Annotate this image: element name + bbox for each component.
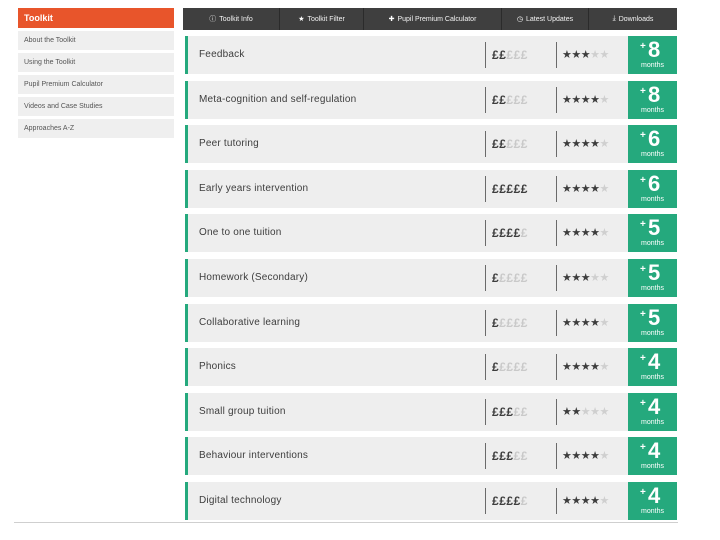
impact-badge (628, 437, 677, 475)
evidence-rating (562, 437, 609, 475)
impact-plus: + (640, 263, 646, 275)
cost-rating (492, 437, 528, 475)
pound-icon: £ (513, 92, 521, 107)
evidence-rating (562, 81, 609, 119)
star-icon: ★ (580, 494, 591, 507)
pound-icon: £ (499, 360, 507, 375)
pound-icon: £ (513, 493, 521, 508)
cost-rating (492, 125, 528, 163)
star-icon: ★ (562, 182, 572, 195)
evidence-rating (562, 393, 609, 431)
pound-icon: £ (513, 137, 521, 152)
impact-unit: months (641, 195, 664, 203)
star-icon: ★ (562, 271, 572, 284)
star-icon: ★ (562, 138, 572, 151)
star-icon: ★ (590, 361, 600, 374)
pound-icon: £ (506, 226, 514, 241)
cost-rating (492, 214, 528, 252)
impact-badge (628, 304, 677, 342)
impact-badge (628, 170, 677, 208)
sidebar-item-videos[interactable]: Videos and Case Studies (18, 97, 174, 116)
star-icon: ★ (599, 182, 609, 195)
star-icon: ★ (571, 316, 581, 329)
star-icon: ★ (580, 93, 591, 106)
divider (485, 399, 486, 425)
cost-rating (492, 304, 528, 342)
cost-rating (492, 170, 528, 208)
tab-toolkit-filter[interactable] (279, 8, 363, 30)
pound-icon: £ (506, 449, 514, 464)
divider (485, 443, 486, 469)
pound-icon: £ (506, 92, 514, 107)
pound-icon: £ (499, 315, 507, 330)
evidence-rating (562, 170, 609, 208)
sidebar-title[interactable]: Toolkit (18, 8, 174, 28)
evidence-rating (562, 125, 609, 163)
star-icon: ★ (599, 138, 609, 151)
impact-unit: months (641, 463, 664, 471)
divider (485, 176, 486, 202)
star-icon: ★ (599, 93, 609, 106)
impact-badge (628, 125, 677, 163)
pound-icon: £ (520, 315, 528, 330)
divider (556, 42, 557, 68)
star-icon: ★ (580, 182, 591, 195)
approach-row[interactable] (185, 304, 677, 342)
impact-plus: + (640, 397, 646, 409)
star-icon: ★ (580, 138, 591, 151)
tab-label: Toolkit Filter (307, 15, 345, 23)
star-icon: ★ (571, 450, 581, 463)
tab-downloads[interactable] (588, 8, 677, 30)
impact-badge (628, 348, 677, 386)
impact-badge (628, 482, 677, 520)
divider (485, 42, 486, 68)
star-icon: ★ (562, 227, 572, 240)
star-icon: ★ (571, 361, 581, 374)
pound-icon: £ (492, 226, 500, 241)
star-icon: ★ (599, 316, 609, 329)
star-icon: ★ (599, 227, 609, 240)
approach-row[interactable] (185, 36, 677, 74)
divider (485, 87, 486, 113)
impact-plus: + (640, 41, 646, 52)
pound-icon: £ (513, 360, 521, 375)
impact-months-value: 8 (648, 81, 661, 107)
impact-unit: months (641, 151, 664, 159)
pound-icon: £ (492, 493, 500, 508)
star-icon: ★ (571, 49, 581, 61)
tab-label: Pupil Premium Calculator (397, 15, 477, 23)
impact-unit: months (641, 418, 664, 426)
star-icon: ★ (562, 93, 572, 106)
approach-name: Peer tutoring (199, 138, 259, 150)
approach-row[interactable] (185, 81, 677, 119)
sidebar-item-approaches[interactable]: Approaches A-Z (18, 119, 174, 138)
pound-icon: £ (499, 226, 507, 241)
star-icon: ★ (571, 93, 581, 106)
pound-icon: £ (492, 404, 500, 419)
evidence-rating (562, 214, 609, 252)
approach-row[interactable] (185, 348, 677, 386)
impact-badge (628, 393, 677, 431)
approach-name: One to one tuition (199, 227, 282, 239)
sidebar-item-calculator[interactable]: Pupil Premium Calculator (18, 75, 174, 94)
pound-icon: £ (499, 92, 507, 107)
pound-icon: £ (520, 48, 528, 62)
impact-months-value: 5 (648, 259, 661, 285)
impact-months-value: 4 (648, 482, 661, 508)
star-icon: ★ (562, 450, 572, 463)
pound-icon: £ (520, 92, 528, 107)
impact-plus: + (640, 130, 646, 142)
pound-icon: £ (492, 137, 500, 152)
approach-row[interactable] (185, 393, 677, 431)
impact-plus: + (640, 442, 646, 454)
star-icon: ★ (571, 494, 581, 507)
evidence-rating (562, 304, 609, 342)
star-icon: ★ (571, 405, 581, 418)
pound-icon: £ (492, 92, 500, 107)
evidence-rating (562, 482, 609, 520)
star-icon: ★ (298, 16, 305, 23)
star-icon: ★ (571, 138, 581, 151)
cost-rating (492, 36, 528, 74)
impact-months-value: 4 (648, 349, 661, 375)
approach-name: Collaborative learning (199, 316, 301, 328)
pound-icon: £ (506, 181, 514, 196)
pound-icon: £ (492, 270, 500, 285)
pound-icon: £ (513, 449, 521, 464)
star-icon: ★ (590, 450, 600, 463)
pound-icon: £ (492, 48, 500, 62)
tab-label: Downloads (618, 15, 654, 23)
divider (556, 220, 557, 246)
star-icon: ★ (580, 316, 591, 329)
divider (556, 131, 557, 157)
approach-row[interactable] (185, 259, 677, 297)
divider (14, 522, 678, 523)
approach-name: Homework (Secondary) (199, 271, 309, 283)
evidence-rating (562, 259, 609, 297)
impact-unit: months (641, 284, 664, 292)
impact-months-value: 8 (648, 37, 661, 62)
pound-icon: £ (506, 48, 514, 62)
evidence-rating (562, 348, 609, 386)
calculator-icon: ✚ (388, 16, 395, 23)
pound-icon: £ (520, 270, 528, 285)
info-icon: ⓘ (209, 16, 217, 23)
divider (485, 131, 486, 157)
star-icon: ★ (599, 405, 609, 418)
divider (556, 265, 557, 291)
pound-icon: £ (506, 315, 514, 330)
pound-icon: £ (499, 270, 507, 285)
evidence-rating (562, 36, 609, 74)
star-icon: ★ (590, 316, 600, 329)
approach-row[interactable] (185, 437, 677, 475)
pound-icon: £ (513, 226, 521, 241)
divider (556, 87, 557, 113)
impact-badge (628, 36, 677, 74)
top-nav (183, 8, 677, 30)
pound-icon: £ (513, 315, 521, 330)
star-icon: ★ (599, 450, 609, 463)
pound-icon: £ (499, 48, 507, 62)
impact-plus: + (640, 174, 646, 186)
star-icon: ★ (562, 405, 572, 418)
star-icon: ★ (590, 271, 600, 284)
cost-rating (492, 393, 528, 431)
pound-icon: £ (506, 404, 514, 419)
sidebar-item-about[interactable]: About the Toolkit (18, 31, 174, 50)
impact-months-value: 6 (648, 126, 661, 152)
pound-icon: £ (492, 315, 500, 330)
star-icon: ★ (580, 271, 591, 284)
approach-name: Feedback (199, 49, 245, 60)
star-icon: ★ (571, 182, 581, 195)
impact-plus: + (640, 486, 646, 498)
pound-icon: £ (506, 137, 514, 152)
impact-plus: + (640, 85, 646, 97)
pound-icon: £ (499, 404, 507, 419)
divider (556, 354, 557, 380)
sidebar-item-using[interactable]: Using the Toolkit (18, 53, 174, 72)
star-icon: ★ (590, 93, 600, 106)
pound-icon: £ (492, 360, 500, 375)
sidebar (18, 8, 174, 138)
impact-badge (628, 214, 677, 252)
star-icon: ★ (562, 49, 572, 61)
impact-unit: months (641, 374, 664, 382)
divider (556, 443, 557, 469)
pound-icon: £ (520, 493, 528, 508)
star-icon: ★ (562, 361, 572, 374)
approach-name: Small group tuition (199, 405, 286, 417)
divider (485, 220, 486, 246)
divider (556, 399, 557, 425)
pound-icon: £ (513, 181, 521, 196)
impact-months-value: 4 (648, 438, 661, 464)
approach-list (185, 36, 677, 527)
impact-plus: + (640, 308, 646, 320)
star-icon: ★ (590, 182, 600, 195)
star-icon: ★ (580, 49, 591, 61)
pound-icon: £ (492, 181, 500, 196)
star-icon: ★ (580, 361, 591, 374)
star-icon: ★ (590, 138, 600, 151)
divider (556, 310, 557, 336)
pound-icon: £ (492, 449, 500, 464)
pound-icon: £ (506, 270, 514, 285)
clock-icon: ◷ (516, 16, 523, 23)
tab-label: Latest Updates (526, 15, 574, 23)
impact-unit: months (641, 106, 664, 114)
pound-icon: £ (513, 270, 521, 285)
impact-unit: months (641, 62, 664, 69)
star-icon: ★ (580, 405, 591, 418)
impact-months-value: 5 (648, 304, 661, 330)
star-icon: ★ (590, 49, 600, 61)
download-icon: ⤓ (612, 15, 616, 22)
pound-icon: £ (499, 137, 507, 152)
pound-icon: £ (499, 181, 507, 196)
approach-name: Phonics (199, 361, 236, 373)
pound-icon: £ (520, 404, 528, 419)
star-icon: ★ (580, 450, 591, 463)
pound-icon: £ (513, 48, 521, 62)
tab-label: Toolkit Info (219, 15, 253, 23)
approach-row[interactable] (185, 214, 677, 252)
approach-row[interactable] (185, 482, 677, 520)
star-icon: ★ (571, 227, 581, 240)
pound-icon: £ (520, 226, 528, 241)
impact-months-value: 5 (648, 215, 661, 241)
approach-row[interactable] (185, 125, 677, 163)
tab-toolkit-info[interactable] (183, 8, 279, 30)
pound-icon: £ (506, 493, 514, 508)
star-icon: ★ (562, 494, 572, 507)
tab-latest-updates[interactable] (501, 8, 588, 30)
star-icon: ★ (571, 271, 581, 284)
pound-icon: £ (520, 137, 528, 152)
impact-badge (628, 81, 677, 119)
impact-plus: + (640, 353, 646, 365)
impact-badge (628, 259, 677, 297)
divider (556, 488, 557, 514)
pound-icon: £ (520, 181, 528, 196)
divider (485, 354, 486, 380)
pound-icon: £ (499, 493, 507, 508)
impact-unit: months (641, 329, 664, 337)
pound-icon: £ (499, 449, 507, 464)
star-icon: ★ (580, 227, 591, 240)
approach-row[interactable] (185, 170, 677, 208)
pound-icon: £ (513, 404, 521, 419)
divider (485, 488, 486, 514)
impact-unit: months (641, 240, 664, 248)
approach-name: Behaviour interventions (199, 450, 309, 462)
impact-unit: months (641, 507, 664, 515)
divider (556, 176, 557, 202)
tab-pupil-premium-calculator[interactable] (363, 8, 501, 30)
pound-icon: £ (520, 449, 528, 464)
impact-months-value: 6 (648, 170, 661, 196)
cost-rating (492, 482, 528, 520)
star-icon: ★ (590, 405, 600, 418)
star-icon: ★ (599, 494, 609, 507)
star-icon: ★ (599, 49, 609, 61)
pound-icon: £ (506, 360, 514, 375)
cost-rating (492, 348, 528, 386)
divider (485, 310, 486, 336)
divider (485, 265, 486, 291)
star-icon: ★ (590, 494, 600, 507)
approach-name: Early years intervention (199, 182, 309, 194)
cost-rating (492, 81, 528, 119)
star-icon: ★ (599, 271, 609, 284)
star-icon: ★ (599, 361, 609, 374)
approach-name: Meta-cognition and self-regulation (199, 93, 357, 105)
star-icon: ★ (562, 316, 572, 329)
cost-rating (492, 259, 528, 297)
approach-name: Digital technology (199, 494, 282, 506)
pound-icon: £ (520, 360, 528, 375)
star-icon: ★ (590, 227, 600, 240)
impact-plus: + (640, 219, 646, 231)
impact-months-value: 4 (648, 393, 661, 419)
